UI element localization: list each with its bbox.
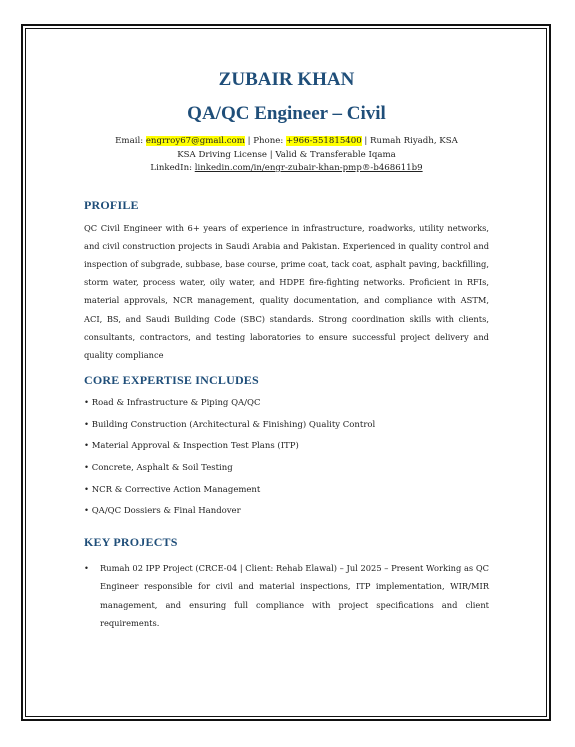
phone-number[interactable]: +966-551815400 <box>285 136 362 146</box>
contact-line-3 <box>84 162 489 176</box>
list-item: • QA/QC Dossiers & Final Handover <box>84 506 241 517</box>
list-item: • Concrete, Asphalt & Soil Testing <box>84 462 233 473</box>
job-title: QA/QC Engineer – Civil <box>187 103 386 124</box>
bullet-icon: • <box>84 563 89 574</box>
list-item: • Material Approval & Inspection Test Plans (ITP) <box>84 441 299 452</box>
list-item: • Building Construction (Architectural & Finishing) Quality Control <box>84 419 376 430</box>
list-item: • NCR & Corrective Action Management <box>84 484 261 495</box>
contact-line-1 <box>84 135 489 149</box>
linkedin-label: LinkedIn: <box>150 163 195 173</box>
expertise-heading: CORE EXPERTISE INCLUDES <box>84 373 259 388</box>
projects-heading: KEY PROJECTS <box>84 535 178 550</box>
email-link[interactable]: engrroy67@gmail.com <box>145 136 245 146</box>
phone-label: | Phone: <box>244 136 286 146</box>
email-label: Email: <box>115 136 146 146</box>
resume-content <box>84 68 489 632</box>
project-item <box>84 559 489 632</box>
profile-text: QC Civil Engineer with 6+ years of experience in infrastructure, roadworks, utility networks, and civil construction projects in Saudi Arabia and Pakistan. Experienced in quality control and inspection of subgrade, subbase, base course, prime coat, tack coat, asphalt paving, backfilling, storm water, process water, oily water, and HDPE fire-fighting networks. Proficient in RFIs, material approvals, NCR management, quality documentation, and compliance with ASTM, ACI, BS, and Saudi Building Code (SBC) standards. Strong coordination skills with clients, consultants, contractors, and testing laboratories to ensure successful project delivery and quality compliance <box>84 222 489 360</box>
expertise-list <box>84 397 489 517</box>
project-text: Rumah 02 IPP Project (CRCE-04 | Client: Rehab Elawal) – Jul 2025 – Present Working as QC Engineer responsible for civil and material inspections, ITP implementation, WIR/MIR management, and ensuring full compliance with project specifications and client requirements. <box>100 563 489 628</box>
candidate-name: ZUBAIR KHAN <box>218 69 355 90</box>
list-item: • Road & Infrastructure & Piping QA/QC <box>84 398 261 409</box>
linkedin-link[interactable]: linkedin.com/in/engr-zubair-khan-pmp®-b468611b9 <box>194 163 423 173</box>
profile-heading: PROFILE <box>84 197 139 212</box>
location-text: | Rumah Riyadh, KSA <box>361 136 458 146</box>
contact-block <box>84 135 489 176</box>
license-line: KSA Driving License | Valid & Transferable Iqama <box>177 149 396 160</box>
